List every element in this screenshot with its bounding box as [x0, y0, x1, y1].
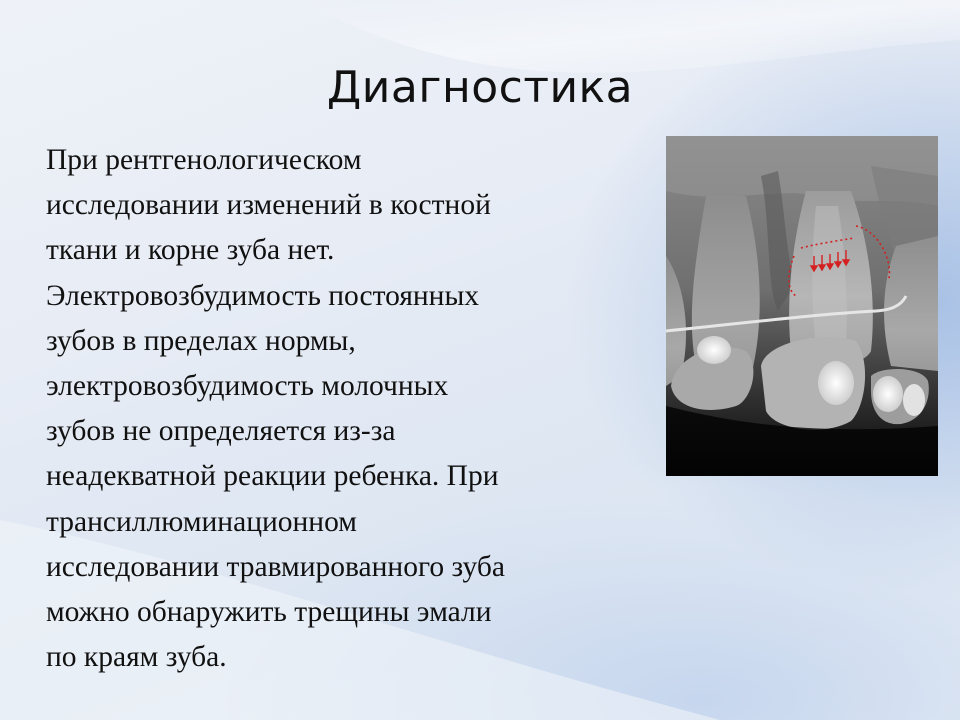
dental-xray-image [666, 136, 938, 476]
paragraph-line: трансиллюминационном [46, 505, 357, 538]
slide-title: Диагностика [326, 62, 634, 113]
paragraph-line: ткани и корне зуба нет. [46, 234, 335, 267]
paragraph-line: по краям зуба. [46, 641, 227, 674]
paragraph-line: зубов не определяется из-за [46, 415, 396, 448]
paragraph-line: исследовании изменений в костной [46, 189, 491, 222]
paragraph-line: зубов в пределах нормы, [46, 324, 356, 357]
paragraph-line: электровозбудимость молочных [46, 370, 449, 403]
paragraph-line: исследовании травмированного зуба [46, 550, 505, 583]
xray-drawing [666, 136, 938, 476]
paragraph-line: При рентгенологическом [46, 144, 362, 176]
paragraph-line: неадекватной реакции ребенка. При [46, 460, 499, 493]
diagnosis-paragraph [46, 138, 646, 680]
paragraph-line: можно обнаружить трещины эмали [46, 596, 492, 629]
paragraph-line: Электровозбудимость постоянных [46, 279, 480, 312]
